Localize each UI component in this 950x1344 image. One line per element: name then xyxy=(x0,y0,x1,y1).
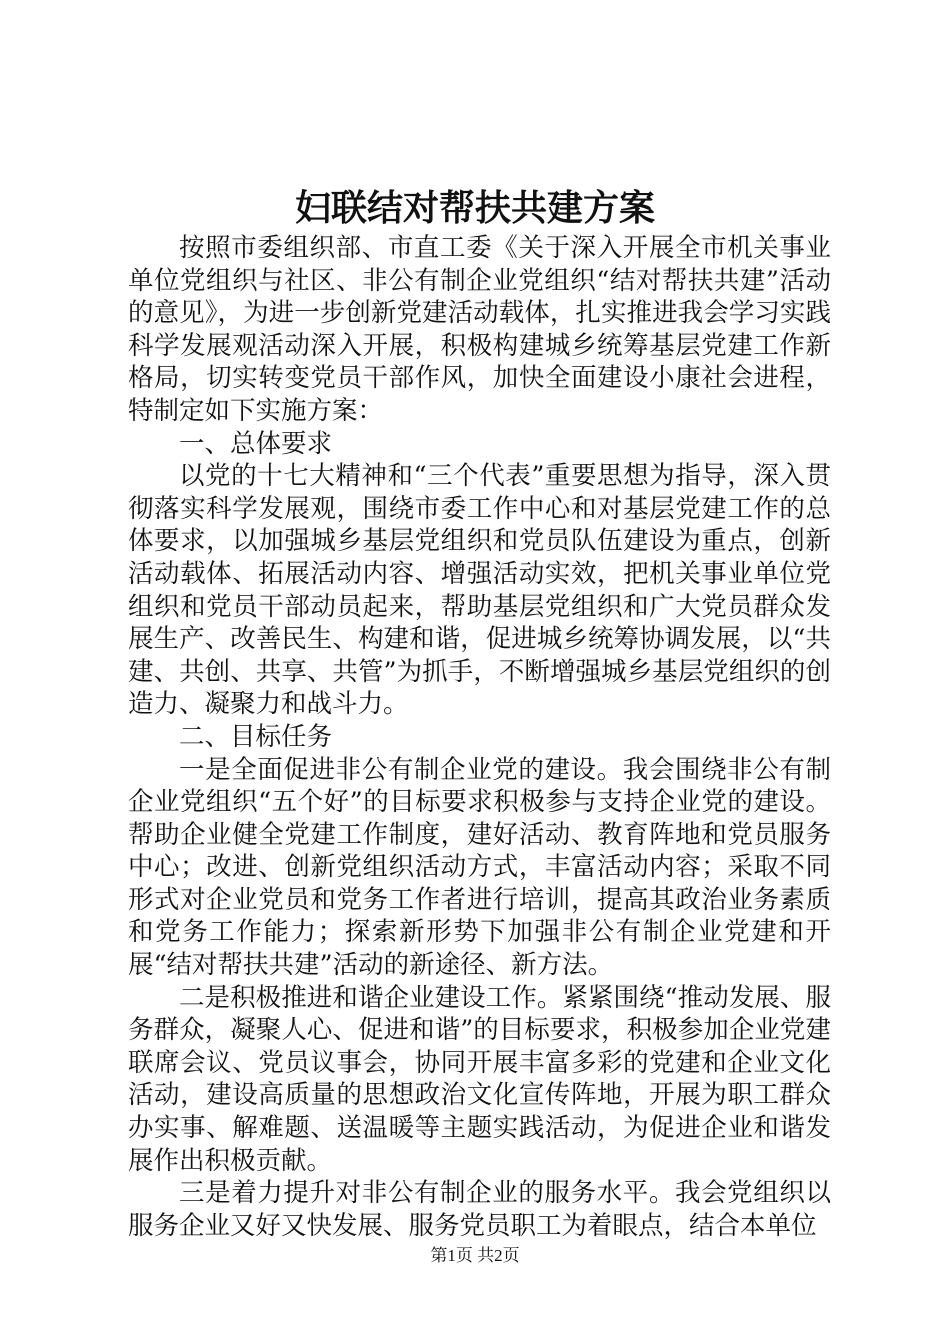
task-paragraph-3: 三是着力提升对非公有制企业的服务水平。我会党组织以服务企业又好又快发展、服务党员职工为着眼点，结合本单位 xyxy=(128,1178,831,1241)
task-paragraph-1: 一是全面促进非公有制企业党的建设。我会围绕非公有制企业党组织“五个好”的目标要求积极参与支持企业党的建设。帮助企业健全党建工作制度，建好活动、教育阵地和党员服务中心；改进、创新党组织活动方式，丰富活动内容；采取不同形式对企业党员和党务工作者进行培训，提高其政治业务素质和党务工作能力；探索新形势下加强非公有制企业党建和开展“结对帮扶共建”活动的新途径、新方法。 xyxy=(128,754,831,981)
section-heading-general-requirements: 一、总体要求 xyxy=(179,428,333,459)
page-footer: 第1页 共2页 xyxy=(430,1246,520,1265)
section-heading-targets-tasks: 二、目标任务 xyxy=(179,721,333,752)
task-paragraph-2: 二是积极推进和谐企业建设工作。紧紧围绕“推动发展、服务群众，凝聚人心、促进和谐”的目标要求，积极参加企业党建联席会议、党员议事会，协同开展丰富多彩的党建和企业文化活动，建设高质量的思想政治文化宣传阵地，开展为职工群众办实事、解难题、送温暖等主题实践活动，为促进企业和谐发展作出积极贡献。 xyxy=(128,982,831,1176)
document-body xyxy=(128,232,831,1242)
document-title: 妇联结对帮扶共建方案 xyxy=(294,187,655,229)
general-requirements-paragraph: 以党的十七大精神和“三个代表”重要思想为指导，深入贯彻落实科学发展观，围绕市委工作中心和对基层党建工作的总体要求，以加强城乡基层党组织和党员队伍建设为重点，创新活动载体、拓展活动内容、增强活动实效，把机关事业单位党组织和党员干部动员起来，帮助基层党组织和广大党员群众发展生产、改善民生、构建和谐，促进城乡统筹协调发展，以“共建、共创、共享、共管”为抓手，不断增强城乡基层党组织的创造力、凝聚力和战斗力。 xyxy=(128,461,831,720)
intro-paragraph: 按照市委组织部、市直工委《关于深入开展全市机关事业单位党组织与社区、非公有制企业党组织“结对帮扶共建”活动的意见》，为进一步创新党建活动载体，扎实推进我会学习实践科学发展观活动深入开展，积极构建城乡统筹基层党建工作新格局，切实转变党员干部作风，加快全面建设小康社会进程，特制定如下实施方案： xyxy=(128,233,831,426)
